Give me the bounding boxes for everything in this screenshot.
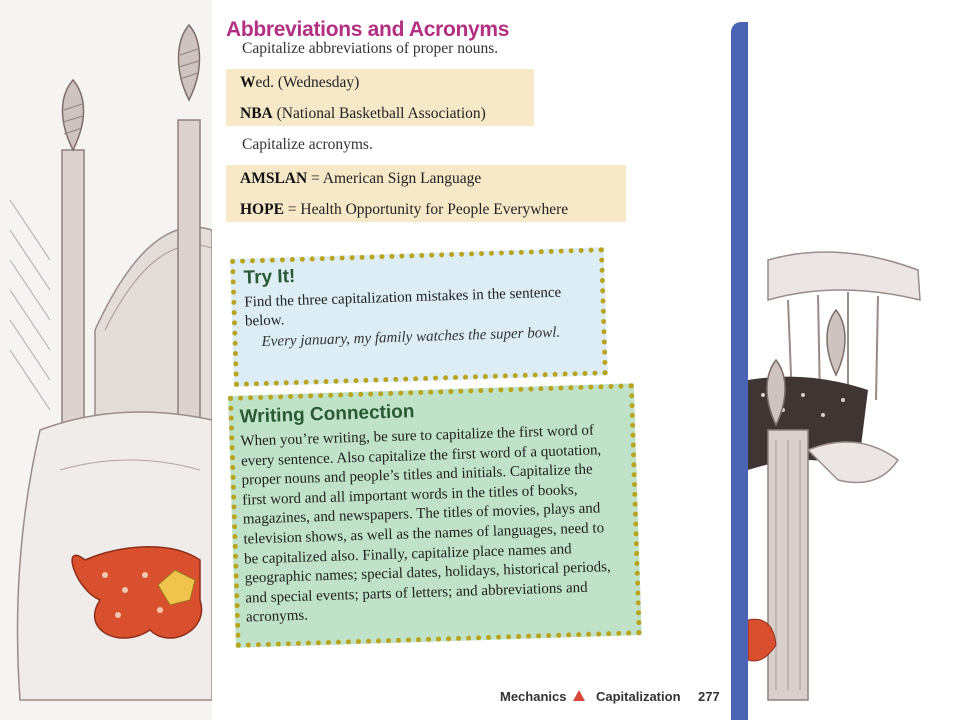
example-term: HOPE: [240, 201, 284, 218]
example-term: W: [240, 74, 256, 91]
footer-section: Mechanics: [500, 689, 567, 704]
example-line: [240, 170, 481, 188]
try-it-example: Every january, my family watches the super bowl.: [261, 324, 561, 351]
example-rest: ed. (Wednesday): [255, 74, 360, 91]
chair-drawing-icon: [748, 0, 960, 720]
writing-connection-text: When you’re writing, be sure to capitalize the first word of every sentence. Also capitalize the first word of a quotation, proper nouns and people’s titles and initials. Capitalize the first word and all important words in the titles of books, magazines, and newspapers. The titles of movies, plays and television shows, as well as the names of languages, need to be capitalized also. Finally, capitalize place names and geographic names; special dates, holidays, historical periods, and special events; parts of letters; and abbreviations and acronyms.: [240, 422, 611, 626]
example-rest: = American Sign Language: [307, 170, 482, 187]
example-line: [240, 201, 568, 219]
writing-connection-box: [228, 383, 642, 648]
try-it-instruction: Find the three capitalization mistakes in the sentence below.: [244, 284, 562, 330]
try-it-box: [230, 247, 608, 387]
example-rest: = Health Opportunity for People Everywhere: [283, 201, 569, 218]
try-it-title: Try It!: [243, 265, 296, 289]
page-side-bar: [731, 22, 749, 720]
example-term: NBA: [240, 105, 273, 122]
footer-topic: Capitalization: [596, 689, 681, 704]
rule-acronyms: Capitalize acronyms.: [242, 136, 373, 153]
rule-abbreviations: Capitalize abbreviations of proper nouns.: [242, 40, 499, 57]
bed-drawing-icon: [0, 0, 212, 720]
example-term: AMSLAN: [240, 170, 308, 187]
triangle-icon: [573, 690, 585, 701]
writing-connection-title: Writing Connection: [239, 401, 415, 428]
abbreviation-examples-box: [226, 69, 534, 126]
right-illustration: [748, 0, 960, 720]
acronym-examples-box: [226, 165, 626, 222]
page-number: 277: [698, 689, 720, 704]
section-heading: Abbreviations and Acronyms: [226, 18, 510, 41]
example-line: [240, 74, 359, 92]
left-illustration: [0, 0, 212, 720]
example-line: [240, 105, 486, 123]
example-rest: (National Basketball Association): [272, 105, 486, 122]
